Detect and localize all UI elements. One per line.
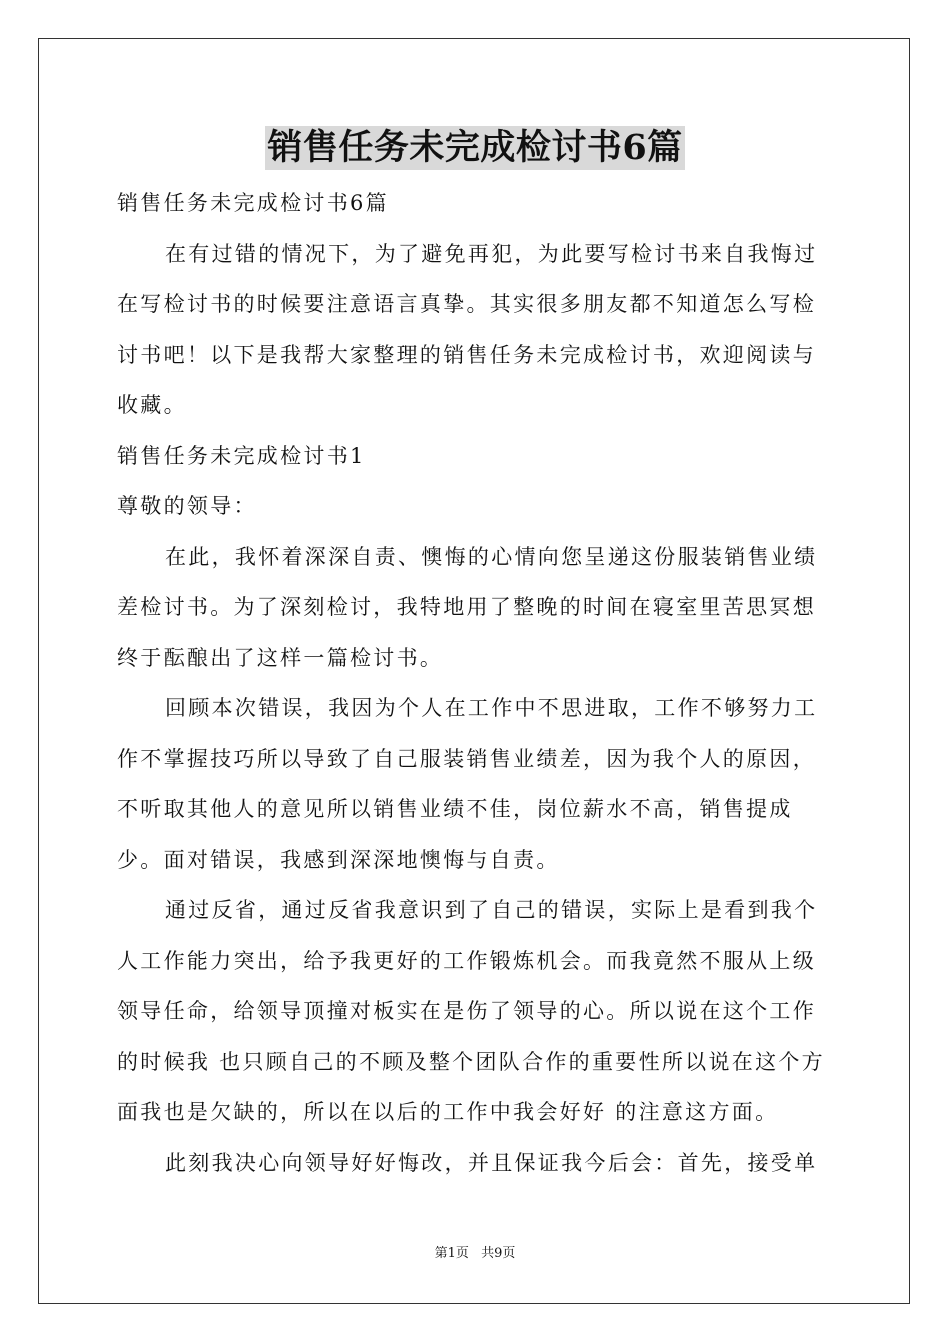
paragraph: 回顾本次错误，我因为个人在工作中不思进取，工作不够努力工作不掌握技巧所以导致了自己服装销售业绩差，因为我个人的原因，不听取其他人的意见所以销售业绩不佳，岗位薪水不高，销售提成少。面对错误，我感到深深地懊悔与自责。: [117, 696, 818, 872]
paragraph: 在此，我怀着深深自责、懊悔的心情向您呈递这份服装销售业绩差检讨书。为了深刻检讨，我特地用了整晚的时间在寝室里苦思冥想终于酝酿出了这样一篇检讨书。: [117, 544, 818, 670]
paragraph: 在有过错的情况下，为了避免再犯，为此要写检讨书来自我悔过在写检讨书的时候要注意语言真挚。其实很多朋友都不知道怎么写检讨书吧！以下是我帮大家整理的销售任务未完成检讨书，欢迎阅读与收藏。: [117, 241, 818, 417]
page-total: 共9页: [481, 1246, 516, 1261]
paragraph: 销售任务未完成检讨书6篇: [117, 191, 389, 215]
paragraph: 销售任务未完成检讨书1: [117, 443, 366, 468]
paragraph: 通过反省，通过反省我意识到了自己的错误，实际上是看到我个人工作能力突出，给予我更好的工作锻炼机会。而我竟然不服从上级领导任命，给领导顶撞对板实在是伤了领导的心。所以说在这个工作的时候我 也只顾自己的不顾及整个团队合作的重要性所以说在这个方面我也是欠缺的，所以在以后的工作中我会好好 的注意这方面。: [117, 898, 825, 1124]
page-footer: [0, 1245, 950, 1263]
paragraph: 尊敬的领导：: [117, 494, 257, 518]
page-number: 第1页: [434, 1246, 469, 1261]
document-body: [117, 178, 835, 1188]
document-title: 销售任务未完成检讨书6篇: [267, 127, 683, 168]
paragraph: 此刻我决心向领导好好悔改，并且保证我今后会：首先，接受单: [165, 1150, 818, 1175]
document-title-wrap: [0, 126, 950, 170]
